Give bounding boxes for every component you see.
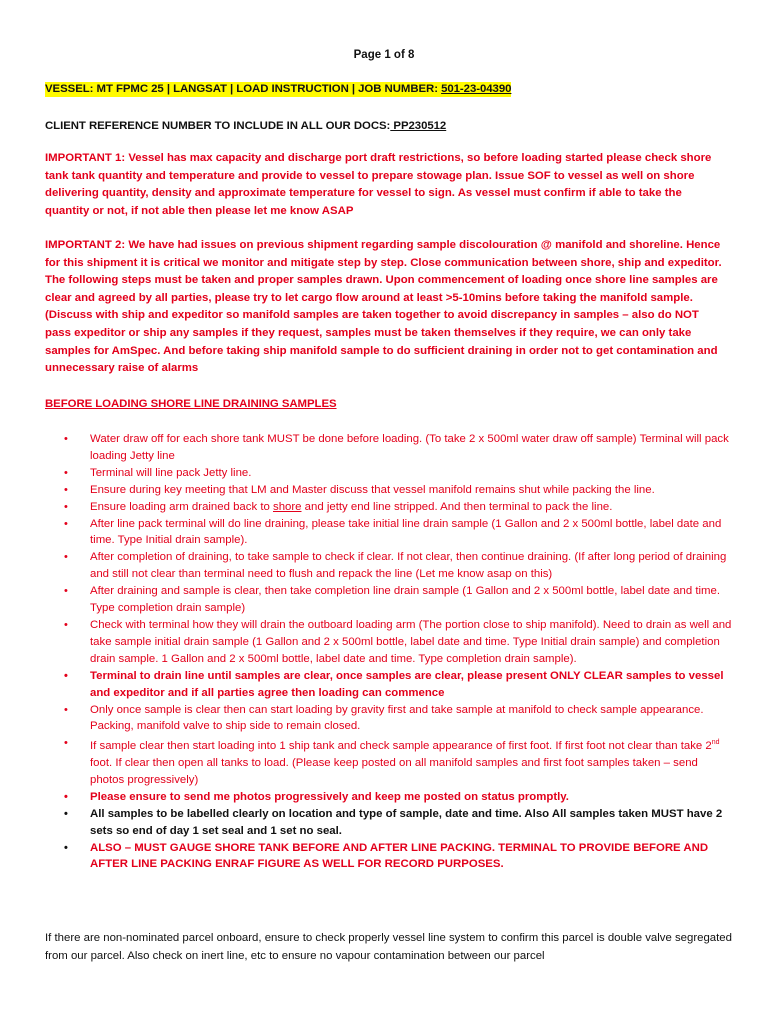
superscript: nd bbox=[711, 739, 720, 747]
vessel-header-text: VESSEL: MT FPMC 25 | LANGSAT | LOAD INSTRUCTION | JOB NUMBER: bbox=[45, 83, 442, 95]
bullet-icon: • bbox=[64, 551, 68, 564]
bullet-icon: • bbox=[64, 669, 68, 682]
bullet-icon: • bbox=[64, 807, 68, 820]
list-item bbox=[45, 789, 735, 806]
instruction-list bbox=[45, 431, 735, 873]
list-item-text: Water draw off for each shore tank MUST be done before loading. (To take 2 x 500ml water draw off sample) Terminal will pack loading Jetty line bbox=[90, 433, 729, 462]
bullet-icon: • bbox=[64, 500, 68, 513]
list-item bbox=[45, 465, 735, 482]
page-number: Page 1 of 8 bbox=[353, 49, 415, 61]
client-reference-label: CLIENT REFERENCE NUMBER TO INCLUDE IN ALL OUR DOCS: bbox=[45, 120, 391, 132]
list-item-text: Terminal will line pack Jetty line. bbox=[90, 466, 252, 479]
list-item bbox=[45, 499, 735, 516]
bullet-icon: • bbox=[64, 517, 68, 530]
bullet-icon: • bbox=[64, 841, 68, 854]
important-1: IMPORTANT 1: Vessel has max capacity and discharge port draft restrictions, so before loading started please check shore tank tank quantity and temperature and provide to vessel to prepare stowage plan. Issue SOF to vessel as well on shore delivering quantity, density and approximate temperature for vessel to sign. As vessel must confirm if able to take the quantity or not, if not able then please let me know ASAP bbox=[45, 152, 712, 217]
list-item bbox=[45, 482, 735, 499]
list-item-text-rest: and jetty end line stripped. And then terminal to pack the line. bbox=[301, 500, 613, 513]
list-item-text: If sample clear then start loading into 1 ship tank and check sample appearance of first foot. If first foot not clear than take 2 bbox=[90, 740, 712, 753]
bullet-icon: • bbox=[64, 483, 68, 496]
closing-paragraph: If there are non-nominated parcel onboard, ensure to check properly vessel line system to confirm this parcel is double valve segregated from our parcel. Also check on inert line, etc to ensure no vapour contamination between our parcel bbox=[45, 932, 732, 962]
list-item bbox=[45, 431, 735, 465]
bullet-icon: • bbox=[64, 703, 68, 716]
list-item-text: ALSO – MUST GAUGE SHORE TANK BEFORE AND AFTER LINE PACKING. TERMINAL TO PROVIDE BEFORE AND AFTER LINE PACKING ENRAF FIGURE AS WELL FOR RECORD PURPOSES. bbox=[90, 841, 709, 871]
list-item bbox=[45, 702, 735, 736]
list-item-text: Please ensure to send me photos progressively and keep me posted on status promptly. bbox=[90, 790, 569, 803]
section-heading: BEFORE LOADING SHORE LINE DRAINING SAMPLES bbox=[45, 398, 337, 410]
bullet-icon: • bbox=[64, 433, 68, 445]
list-item bbox=[45, 549, 735, 583]
list-item-text: Check with terminal how they will drain the outboard loading arm (The portion close to ship manifold). Need to drain as well and take sample initial drain sample (1 Gallon and 2 x 500ml bottle, label date and time. Type Initial drain sample) and completion drain sample. 1 Gallon and 2 x 500ml bottle, label date and time. Type completion drain sample). bbox=[90, 618, 732, 665]
list-item bbox=[45, 840, 735, 874]
list-item-text: After line pack terminal will do line draining, please take initial line drain sample (1 Gallon and 2 x 500ml bottle, label date and time. Type Initial drain sample). bbox=[90, 517, 722, 547]
list-item-text: Ensure loading arm drained back to bbox=[90, 500, 273, 513]
list-item-text: After completion of draining, to take sample to check if clear. If not clear, then continue draining. (If after long period of draining and still not clear than terminal need to flush and repack the line (Let me know asap on this) bbox=[90, 551, 727, 581]
list-item bbox=[45, 617, 735, 668]
bullet-icon: • bbox=[64, 466, 68, 479]
shore-underlined: shore bbox=[273, 500, 302, 513]
list-item bbox=[45, 668, 735, 702]
list-item-text: Ensure during key meeting that LM and Master discuss that vessel manifold remains shut while packing the line. bbox=[90, 483, 655, 496]
list-item-text-rest: foot. If clear then open all tanks to load. (Please keep posted on all manifold samples and first foot samples taken – send photos progressively) bbox=[90, 757, 698, 786]
bullet-icon: • bbox=[64, 585, 68, 598]
list-item bbox=[45, 735, 735, 789]
important-2: IMPORTANT 2: We have had issues on previous shipment regarding sample discolouration @ manifold and shoreline. Hence for this shipment it is critical we monitor and mitigate step by step. Close communication between shore, ship and expeditor. The following steps must be taken and proper samples drawn. Upon commencement of loading once shore line samples are clear and agreed by all parties, please try to let cargo flow around at least >5-10mins before taking the manifold sample. (Discuss with ship and expeditor so manifold samples are taken together to avoid discrepancy in samples – also do NOT pass expeditor or ship any samples if they request, samples must be taken themselves if they require, we can only take samples for AmSpec. And before taking ship manifold sample to do sufficient draining in order not to get contamination and unnecessary raise of alarms bbox=[45, 239, 722, 375]
list-item bbox=[45, 806, 735, 840]
list-item bbox=[45, 583, 735, 617]
list-item-text: After draining and sample is clear, then take completion line drain sample (1 Gallon and 2 x 500ml bottle, label date and time. Type completion drain sample) bbox=[90, 585, 721, 615]
client-reference bbox=[45, 119, 446, 134]
bullet-icon: • bbox=[64, 737, 68, 750]
job-number: 501-23-04390 bbox=[441, 83, 512, 95]
list-item-text: Terminal to drain line until samples are clear, once samples are clear, please present ONLY CLEAR samples to vessel and expeditor and if all parties agree then loading can commence bbox=[90, 669, 724, 699]
vessel-header bbox=[45, 82, 511, 97]
bullet-icon: • bbox=[64, 790, 68, 803]
list-item bbox=[45, 516, 735, 550]
client-reference-number: PP230512 bbox=[390, 120, 447, 132]
list-item-text: All samples to be labelled clearly on location and type of sample, date and time. Also All samples taken MUST have 2 sets so end of day 1 set seal and 1 set no seal. bbox=[90, 807, 723, 837]
list-item-text: Only once sample is clear then can start loading by gravity first and take sample at manifold to check sample appearance. Packing, manifold valve to ship side to remain closed. bbox=[90, 703, 704, 733]
bullet-icon: • bbox=[64, 618, 68, 631]
